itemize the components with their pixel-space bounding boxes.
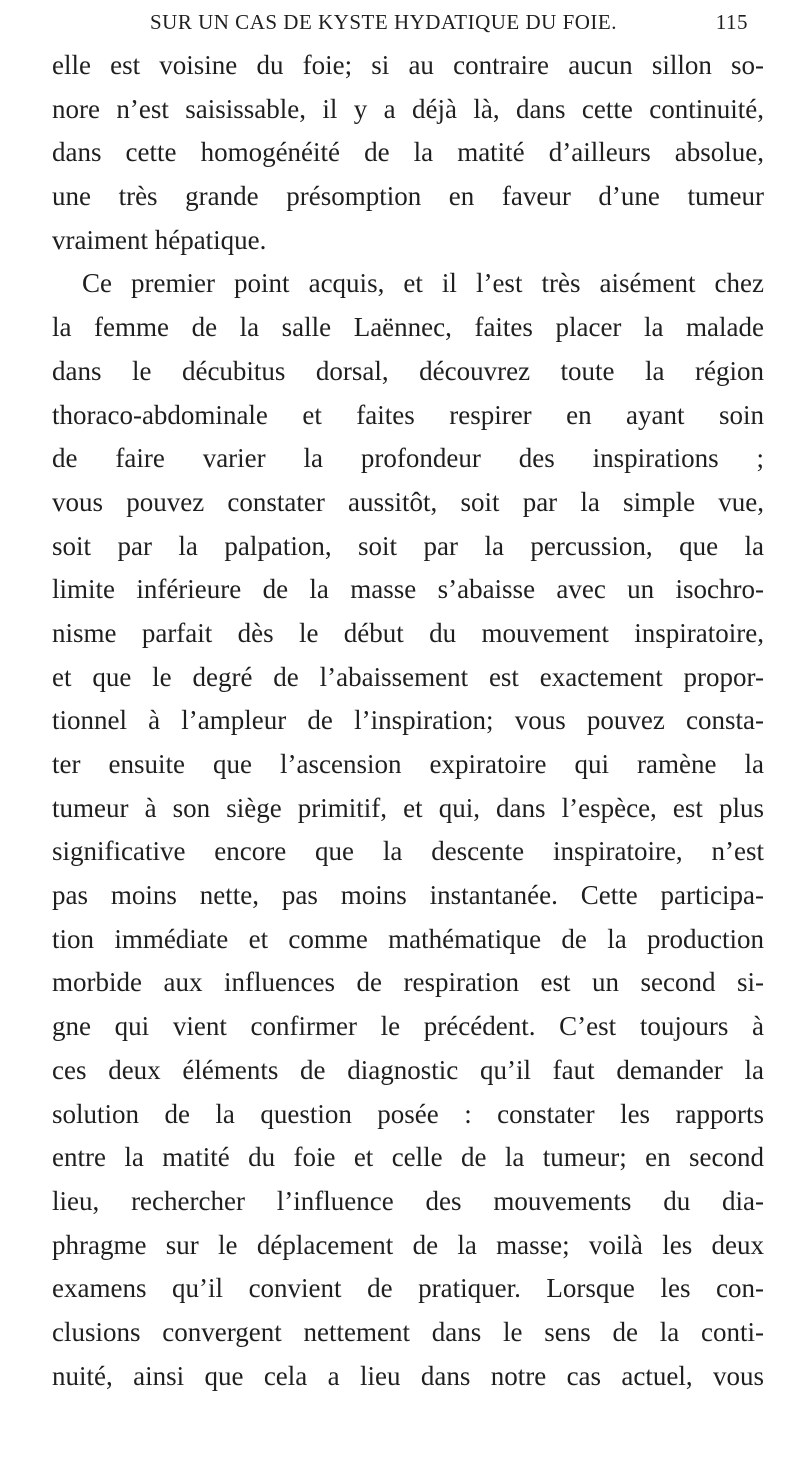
text-line: une très grande présomption en faveur d’une tumeur — [52, 181, 764, 212]
text-line: ces deux éléments de diagnostic qu’il faut demander la — [52, 1054, 764, 1085]
text-line: tumeur à son siège primitif, et qui, dans l’espèce, est plus — [52, 792, 764, 823]
text-line: nore n’est saisissable, il y a déjà là, dans cette continuité, — [52, 93, 764, 124]
page-number: 115 — [715, 10, 748, 34]
text-line: gne qui vient confirmer le précédent. C’est toujours à — [52, 1011, 764, 1042]
text-line: nisme parfait dès le début du mouvement inspiratoire, — [52, 617, 764, 648]
text-line: vous pouvez constater aussitôt, soit par la simple vue, — [52, 486, 764, 517]
text-line: et que le degré de l’abaissement est exactement propor- — [52, 661, 764, 692]
text-line: limite inférieure de la masse s’abaisse avec un isochro- — [52, 574, 764, 605]
body-text — [52, 44, 764, 1398]
text-line: solution de la question posée : constater les rapports — [52, 1098, 764, 1129]
text-line: examens qu’il convient de pratiquer. Lorsque les con- — [52, 1273, 764, 1304]
text-line: entre la matité du foie et celle de la tumeur; en second — [52, 1142, 764, 1173]
text-line: dans cette homogénéité de la matité d’ailleurs absolue, — [52, 137, 764, 168]
text-line: morbide aux influences de respiration est un second si- — [52, 967, 764, 998]
text-line: dans le décubitus dorsal, découvrez toute la région — [52, 355, 764, 386]
running-title: SUR UN CAS DE KYSTE HYDATIQUE DU FOIE. — [150, 10, 618, 34]
text-line: elle est voisine du foie; si au contraire aucun sillon so- — [52, 50, 764, 80]
text-line: ter ensuite que l’ascension expiratoire qui ramène la — [52, 749, 764, 779]
text-line: nuité, ainsi que cela a lieu dans notre cas actuel, vous — [52, 1360, 764, 1391]
text-line: pas moins nette, pas moins instantanée. Cette participa- — [52, 880, 764, 911]
text-line: vraiment hépatique. — [52, 224, 267, 255]
text-line: significative encore que la descente inspiratoire, n’est — [52, 836, 764, 867]
text-line: tionnel à l’ampleur de l’inspiration; vous pouvez consta- — [52, 705, 764, 736]
text-line: de faire varier la profondeur des inspirations ; — [52, 443, 764, 474]
text-line: lieu, rechercher l’influence des mouvements du dia- — [52, 1185, 764, 1216]
text-line: phragme sur le déplacement de la masse; voilà les deux — [52, 1229, 764, 1260]
running-head — [150, 10, 748, 40]
paragraph-first-line: Ce premier point acquis, et il l’est très aisément chez — [82, 268, 764, 299]
text-line: thoraco-abdominale et faites respirer en ayant soin — [52, 399, 764, 430]
text-line: la femme de la salle Laënnec, faites placer la malade — [52, 312, 764, 343]
text-line: soit par la palpation, soit par la percussion, que la — [52, 530, 764, 561]
text-line: tion immédiate et comme mathématique de la production — [52, 923, 764, 954]
text-line: clusions convergent nettement dans le sens de la conti- — [52, 1316, 764, 1347]
